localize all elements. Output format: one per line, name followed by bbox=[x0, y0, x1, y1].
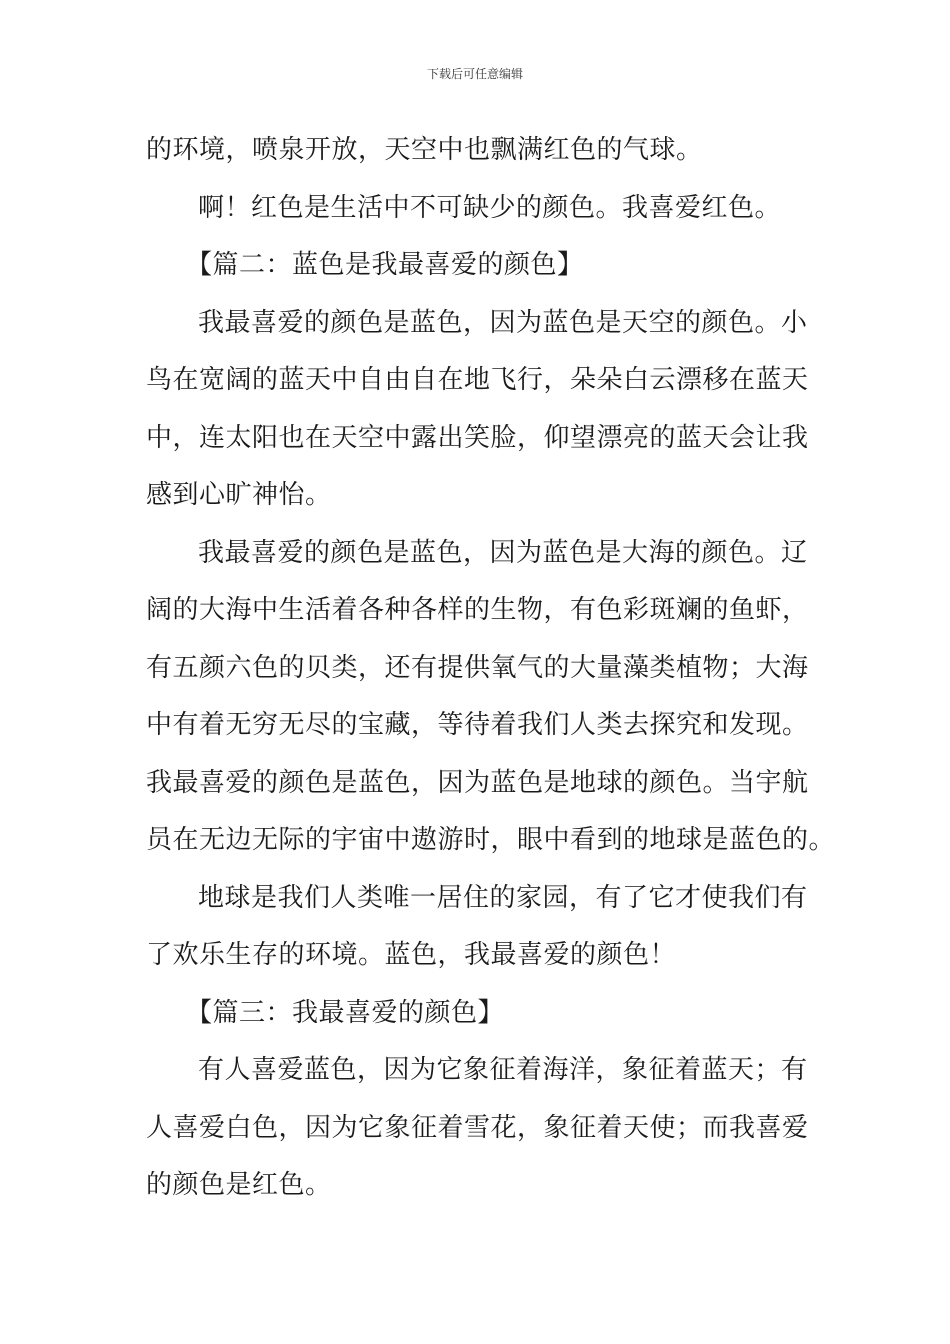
text-line: 啊！红色是生活中不可缺少的颜色。我喜爱红色。 bbox=[198, 192, 782, 223]
text-line: 地球是我们人类唯一居住的家园，有了它才使我们有 bbox=[198, 882, 808, 913]
text-line: 有五颜六色的贝类，还有提供氧气的大量藻类植物；大海 bbox=[146, 652, 809, 683]
text-line: 感到心旷神怡。 bbox=[146, 480, 332, 510]
section-heading: 【篇二：蓝色是我最喜爱的颜色】 bbox=[186, 250, 584, 280]
text-line: 阔的大海中生活着各种各样的生物，有色彩斑斓的鱼虾， bbox=[146, 595, 809, 625]
text-line: 有人喜爱蓝色，因为它象征着海洋，象征着蓝天；有 bbox=[198, 1055, 808, 1085]
text-line: 员在无边无际的宇宙中遨游时，眼中看到的地球是蓝色的。 bbox=[146, 825, 836, 855]
text-line: 人喜爱白色，因为它象征着雪花，象征着天使；而我喜爱 bbox=[146, 1112, 809, 1143]
text-line: 我最喜爱的颜色是蓝色，因为蓝色是天空的颜色。小 bbox=[198, 307, 808, 338]
text-line: 我最喜爱的颜色是蓝色，因为蓝色是大海的颜色。辽 bbox=[198, 537, 808, 568]
text-line: 的颜色是红色。 bbox=[146, 1170, 332, 1200]
text-line: 我最喜爱的颜色是蓝色，因为蓝色是地球的颜色。当宇航 bbox=[146, 767, 809, 798]
text-line: 中有着无穷无尽的宝藏，等待着我们人类去探究和发现。 bbox=[146, 710, 809, 740]
document-body bbox=[146, 122, 836, 1215]
page-header-note: 下载后可任意编辑 bbox=[426, 67, 523, 81]
text-line: 中，连太阳也在天空中露出笑脸，仰望漂亮的蓝天会让我 bbox=[146, 422, 809, 453]
text-line: 了欢乐生存的环境。蓝色，我最喜爱的颜色！ bbox=[146, 940, 677, 970]
text-line: 鸟在宽阔的蓝天中自由自在地飞行，朵朵白云漂移在蓝天 bbox=[146, 365, 809, 395]
text-line: 的环境，喷泉开放，天空中也飘满红色的气球。 bbox=[146, 135, 703, 165]
section-heading: 【篇三：我最喜爱的颜色】 bbox=[186, 997, 505, 1028]
